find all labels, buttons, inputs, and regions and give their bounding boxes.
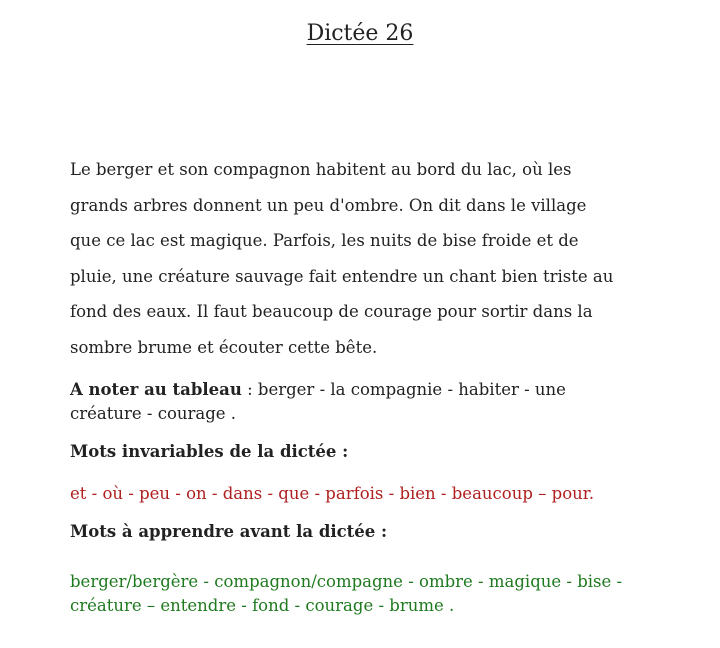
paragraph-line: que ce lac est magique. Parfois, les nuits de bise froide et de: [70, 231, 579, 250]
paragraph-line: sombre brume et écouter cette bête.: [70, 337, 378, 357]
apprendre-words-line: berger/bergère - compagnon/compagne - ombre - magique - bise -: [70, 572, 623, 591]
paragraph-line: pluie, une créature sauvage fait entendre un chant bien triste au: [70, 266, 614, 286]
board-note-label: A noter au tableau: [70, 380, 242, 399]
invariables-words: et - où - peu - on - dans - que - parfois - bien - beaucoup – pour.: [70, 484, 595, 503]
invariables-heading: Mots invariables de la dictée :: [70, 442, 349, 461]
page-title-text: Dictée 26: [306, 21, 414, 46]
page-title: [0, 20, 720, 48]
board-note-text: : berger - la compagnie - habiter - une: [241, 380, 566, 399]
paragraph-line: grands arbres donnent un peu d'ombre. On dit dans le village: [70, 195, 587, 215]
board-note-text-continued: créature - courage .: [70, 404, 237, 423]
apprendre-words: [70, 570, 670, 618]
paragraph-line: fond des eaux. Il faut beaucoup de courage pour sortir dans la: [70, 302, 593, 321]
paragraph-line: Le berger et son compagnon habitent au bord du lac, où les: [70, 160, 572, 179]
dictation-paragraph: [70, 152, 660, 365]
apprendre-heading: Mots à apprendre avant la dictée :: [70, 522, 388, 541]
board-note: [70, 378, 670, 426]
apprendre-words-line: créature – entendre - fond - courage - brume .: [70, 596, 455, 615]
